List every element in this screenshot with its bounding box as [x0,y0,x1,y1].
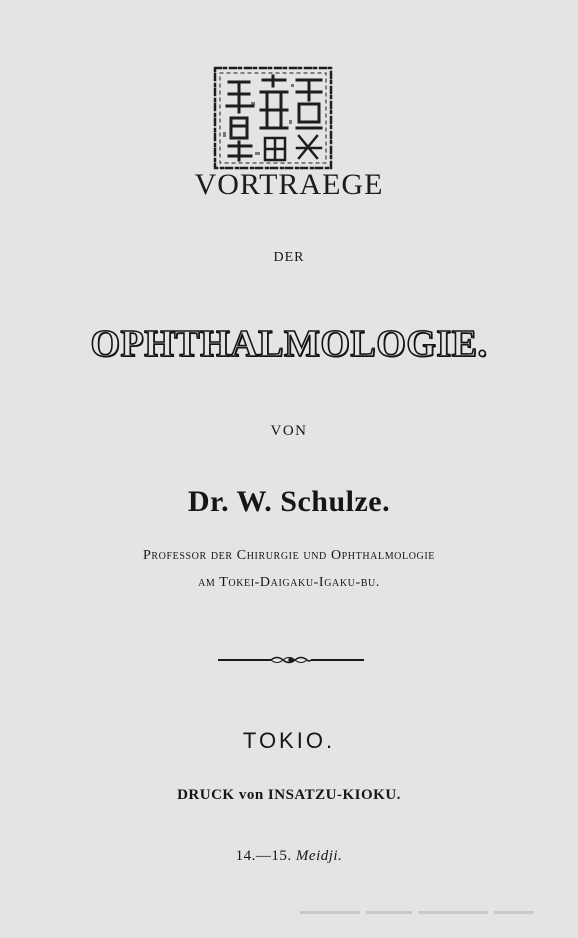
date-numbers: 14.—15. [235,848,292,864]
author-name: Dr. W. Schulze. [187,485,391,518]
printer-line: DRUCK von INSATZU-KIOKU. [177,787,401,803]
author-position-line-2: am Tokei-Daigaku-Igaku-bu. [198,575,380,590]
ornamental-rule-icon [216,652,366,668]
faint-show-through [300,905,540,921]
by-line: VON [270,423,308,439]
book-subject: OPHTHALMOLOGIE. [90,323,488,365]
book-title: VORTRAEGE [194,168,384,201]
publication-date [0,848,578,865]
publication-place: TOKIO. [242,728,336,753]
library-stamp-icon [211,62,335,174]
author-position-line-1: Professor der Chirurgie und Ophthalmologie [143,548,435,563]
date-era: Meidji. [295,848,343,864]
title-article: DER [273,250,305,265]
